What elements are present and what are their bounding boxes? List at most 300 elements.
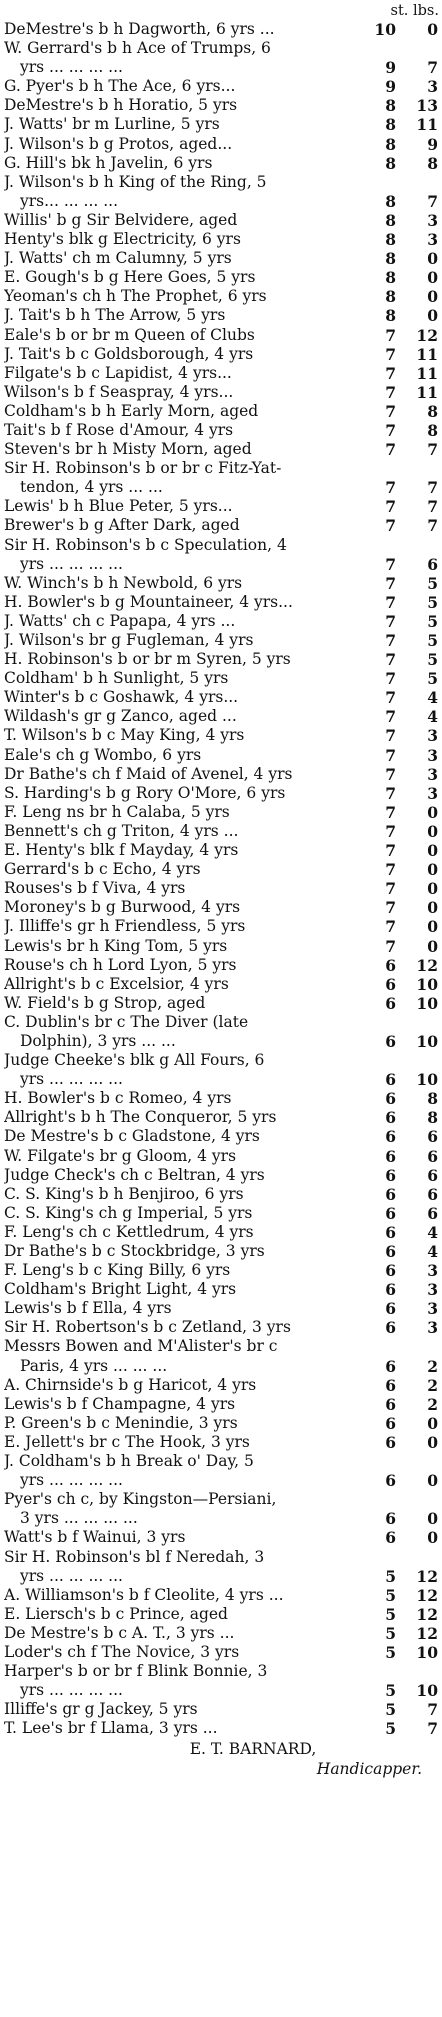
weight-pounds: 6: [427, 1146, 438, 1166]
entry-name: T. Wilson's b c May King, 4 yrs: [4, 726, 245, 745]
weight-stones: 7: [385, 821, 396, 841]
entry-name: Judge Cheeke's blk g All Fours, 6: [4, 1051, 265, 1070]
entry-name: Allright's b h The Conqueror, 5 yrs: [4, 1108, 277, 1127]
entry-name: J. Coldham's b h Break o' Day, 5: [4, 1452, 254, 1471]
weight-pounds: 3: [427, 1318, 438, 1338]
entry-row: [4, 1586, 442, 1605]
entry-name: S. Harding's b g Rory O'More, 6 yrs: [4, 783, 286, 802]
entry-continuation: [4, 1567, 442, 1586]
weight-pounds: 7: [427, 497, 438, 517]
weight-stones: 6: [385, 1528, 396, 1548]
entry-row: [4, 77, 442, 96]
weight-stones: 7: [385, 592, 396, 612]
entry-row: [4, 1147, 442, 1166]
entry-name: Coldham's Bright Light, 4 yrs: [4, 1280, 237, 1299]
weight-pounds: 11: [416, 115, 438, 135]
entry-row: [4, 1280, 442, 1299]
entry-name: Dr Bathe's b c Stockbridge, 3 yrs: [4, 1242, 265, 1260]
weight-pounds: 0: [427, 287, 438, 307]
weight-pounds: 2: [427, 1394, 438, 1414]
entry-row: [4, 536, 442, 555]
entry-row: [4, 688, 442, 707]
weight-pounds: 10: [416, 1031, 438, 1051]
entry-row: [4, 402, 442, 421]
entry-row: [4, 497, 442, 516]
entry-name: Coldham's b h Early Morn, aged: [4, 401, 259, 420]
entry-name: C. S. King's b h Benjiroo, 6 yrs: [4, 1184, 244, 1203]
entry-name: Gerrard's b c Echo, 4 yrs: [4, 860, 201, 879]
entry-row: [4, 1166, 442, 1185]
entry-row: [4, 173, 442, 192]
column-header: [4, 2, 442, 20]
entry-continuation-text: Dolphin), 3 yrs ... ...: [20, 1031, 176, 1050]
entry-row: [4, 135, 442, 154]
weight-pounds: 3: [427, 1261, 438, 1281]
weight-pounds: 10: [416, 1642, 438, 1662]
weight-stones: 7: [385, 841, 396, 861]
weight-stones: 7: [385, 707, 396, 727]
weight-pounds: 3: [427, 210, 438, 230]
weight-pounds: 7: [427, 191, 438, 211]
entry-row: [4, 1719, 442, 1738]
entry-row: [4, 841, 442, 860]
weight-stones: 8: [385, 115, 396, 135]
entry-name: Winter's b c Goshawk, 4 yrs...: [4, 688, 239, 707]
entry-name: Wilson's b f Seaspray, 4 yrs...: [4, 382, 234, 401]
signature-name: E. T. BARNARD,: [189, 1740, 317, 1759]
weight-pounds: 13: [416, 96, 438, 116]
weight-pounds: 3: [427, 745, 438, 765]
entry-row: [4, 1662, 442, 1681]
weight-stones: 7: [385, 936, 396, 956]
entry-row: [4, 1108, 442, 1127]
weight-stones: 7: [385, 611, 396, 631]
weight-pounds: 8: [427, 1108, 438, 1128]
entry-name: Sir H. Robertson's b c Zetland, 3 yrs: [4, 1318, 291, 1337]
weight-stones: 7: [385, 745, 396, 765]
weight-stones: 8: [385, 153, 396, 173]
weight-stones: 7: [385, 669, 396, 689]
entry-continuation-text: yrs ... ... ... ...: [20, 1681, 123, 1700]
entry-row: [4, 765, 442, 784]
weight-pounds: 5: [427, 650, 438, 670]
weight-pounds: 0: [427, 821, 438, 841]
entry-row: [4, 1223, 442, 1242]
entry-row: [4, 726, 442, 745]
entry-name: G. Pyer's b h The Ace, 6 yrs...: [4, 77, 236, 96]
weight-stones: 8: [385, 96, 396, 116]
entry-row: [4, 154, 442, 173]
entry-name: J. Watts' ch c Papapa, 4 yrs ...: [4, 611, 236, 630]
entry-row: [4, 1490, 442, 1509]
entry-row: [4, 994, 442, 1013]
entry-continuation-text: 3 yrs ... ... ... ...: [20, 1509, 138, 1528]
weight-stones: 6: [385, 1146, 396, 1166]
weight-stones: 8: [385, 249, 396, 269]
weight-pounds: 0: [427, 1528, 438, 1548]
entry-row: [4, 937, 442, 956]
weight-stones: 7: [385, 860, 396, 880]
entry-name: Moroney's b g Burwood, 4 yrs: [4, 898, 241, 917]
entry-continuation: [4, 555, 442, 574]
weight-pounds: 12: [416, 1585, 438, 1605]
weight-stones: 7: [385, 802, 396, 822]
weight-pounds: 10: [416, 1070, 438, 1090]
entry-name: Dr Bathe's ch f Maid of Avenel, 4 yrs: [4, 764, 293, 783]
entry-row: [4, 1700, 442, 1719]
weight-stones: 8: [385, 287, 396, 307]
entry-row: [4, 975, 442, 994]
entry-row: [4, 440, 442, 459]
weight-stones: 6: [385, 1394, 396, 1414]
weight-stones: 7: [385, 573, 396, 593]
entry-row: [4, 650, 442, 669]
weight-stones: 5: [385, 1681, 396, 1701]
entry-continuation-text: yrs ... ... ... ...: [20, 1070, 123, 1089]
weight-pounds: 0: [427, 802, 438, 822]
weight-pounds: 7: [427, 440, 438, 460]
weight-pounds: 8: [427, 401, 438, 421]
weight-pounds: 2: [427, 1375, 438, 1395]
weight-pounds: 9: [427, 134, 438, 154]
weight-stones: 7: [385, 478, 396, 498]
entry-name: A. Williamson's b f Cleolite, 4 yrs ...: [4, 1585, 284, 1604]
entry-name: A. Chirnside's b g Haricot, 4 yrs: [4, 1375, 257, 1394]
weight-pounds: 8: [427, 1089, 438, 1109]
entry-row: [4, 1528, 442, 1547]
weight-pounds: 10: [416, 993, 438, 1013]
entry-continuation-text: yrs ... ... ... ...: [20, 554, 123, 573]
weight-stones: 5: [385, 1700, 396, 1720]
entry-name: E. Liersch's b c Prince, aged: [4, 1604, 228, 1623]
weight-stones: 7: [385, 497, 396, 517]
weight-stones: 6: [385, 1184, 396, 1204]
entry-name: Coldham' b h Sunlight, 5 yrs: [4, 669, 229, 688]
entry-row: [4, 364, 442, 383]
entry-name: Judge Check's ch c Beltran, 4 yrs: [4, 1165, 265, 1184]
entry-name: J. Tait's b c Goldsborough, 4 yrs: [4, 344, 254, 363]
weight-pounds: 8: [427, 420, 438, 440]
weight-stones: 6: [385, 1127, 396, 1147]
weight-pounds: 0: [427, 1509, 438, 1529]
entry-continuation: [4, 1032, 442, 1051]
entry-row: [4, 1299, 442, 1318]
entry-continuation: [4, 1509, 442, 1528]
entry-name: W. Gerrard's b h Ace of Trumps, 6: [4, 39, 271, 58]
weight-stones: 8: [385, 210, 396, 230]
entry-row: [4, 1013, 442, 1032]
weight-pounds: 0: [427, 1432, 438, 1452]
entry-name: Rouse's ch h Lord Lyon, 5 yrs: [4, 955, 237, 974]
entry-row: [4, 669, 442, 688]
weight-stones: 6: [385, 1031, 396, 1051]
weight-stones: 7: [385, 879, 396, 899]
weight-pounds: 4: [427, 707, 438, 727]
weight-stones: 6: [385, 1280, 396, 1300]
entry-name: W. Field's b g Strop, aged: [4, 993, 206, 1012]
entry-name: Harper's b or br f Blink Bonnie, 3: [4, 1662, 268, 1681]
entry-name: Henty's blk g Electricity, 6 yrs: [4, 230, 241, 249]
entry-name: W. Winch's b h Newbold, 6 yrs: [4, 573, 243, 592]
entry-row: [4, 956, 442, 975]
entry-name: Sir H. Robinson's b or br c Fitz-Yat-: [4, 459, 282, 478]
entry-row: [4, 459, 442, 478]
weight-pounds: 0: [427, 860, 438, 880]
weight-stones: 5: [385, 1642, 396, 1662]
weight-pounds: 7: [427, 58, 438, 78]
weight-stones: 9: [385, 77, 396, 97]
entry-name: P. Green's b c Menindie, 3 yrs: [4, 1413, 238, 1432]
entry-name: Rouses's b f Viva, 4 yrs: [4, 879, 186, 898]
entry-name: H. Bowler's b c Romeo, 4 yrs: [4, 1089, 232, 1108]
weight-pounds: 12: [416, 1623, 438, 1643]
entry-row: [4, 574, 442, 593]
entry-row: [4, 1376, 442, 1395]
entry-row: [4, 1242, 442, 1261]
entry-name: E. Gough's b g Here Goes, 5 yrs: [4, 268, 256, 287]
entry-name: J. Watts' br m Lurline, 5 yrs: [4, 115, 220, 134]
weight-stones: 7: [385, 325, 396, 345]
weight-stones: 7: [385, 917, 396, 937]
entry-name: W. Filgate's br g Gloom, 4 yrs: [4, 1146, 237, 1165]
entry-name: DeMestre's b h Horatio, 5 yrs: [4, 96, 238, 115]
weight-stones: 6: [385, 1165, 396, 1185]
weight-pounds: 3: [427, 77, 438, 97]
entry-continuation-text: yrs ... ... ... ...: [20, 58, 123, 77]
weight-stones: 7: [385, 382, 396, 402]
weight-pounds: 4: [427, 1222, 438, 1242]
weight-stones: 7: [385, 363, 396, 383]
entry-continuation: [4, 1681, 442, 1700]
entry-continuation: [4, 192, 442, 211]
entry-name: J. Wilson's br g Fugleman, 4 yrs: [4, 631, 254, 649]
weight-stones: 8: [385, 230, 396, 250]
entry-name: H. Robinson's b or br m Syren, 5 yrs: [4, 650, 291, 669]
weight-stones: 6: [385, 1413, 396, 1433]
weight-pounds: 6: [427, 1203, 438, 1223]
entry-continuation: [4, 58, 442, 77]
entry-row: [4, 383, 442, 402]
weight-stones: 6: [385, 1471, 396, 1491]
entry-row: [4, 1185, 442, 1204]
weight-pounds: 7: [427, 1719, 438, 1739]
weight-stones: 6: [385, 1070, 396, 1090]
weight-pounds: 3: [427, 1280, 438, 1300]
entry-row: [4, 268, 442, 287]
entry-name: J. Tait's b h The Arrow, 5 yrs: [4, 306, 226, 325]
weight-pounds: 0: [427, 249, 438, 269]
entry-name: F. Leng's ch c Kettledrum, 4 yrs: [4, 1222, 254, 1241]
weight-pounds: 5: [427, 573, 438, 593]
entry-name: C. Dublin's br c The Diver (late: [4, 1012, 249, 1031]
weight-stones: 8: [385, 191, 396, 211]
entry-name: H. Bowler's b g Mountaineer, 4 yrs...: [4, 592, 293, 611]
weight-pounds: 11: [416, 363, 438, 383]
entry-name: Brewer's b g After Dark, aged: [4, 516, 240, 535]
weight-stones: 7: [385, 764, 396, 784]
entry-row: [4, 287, 442, 306]
weight-stones: 7: [385, 631, 396, 650]
weight-stones: 6: [385, 1356, 396, 1376]
weight-pounds: 3: [427, 1299, 438, 1319]
entry-row: [4, 115, 442, 134]
entry-continuation-text: Paris, 4 yrs ... ... ...: [20, 1356, 168, 1375]
entry-row: [4, 612, 442, 631]
weight-pounds: 0: [427, 898, 438, 918]
weight-pounds: 4: [427, 688, 438, 708]
weight-pounds: 7: [427, 516, 438, 536]
entry-name: Watt's b f Wainui, 3 yrs: [4, 1528, 186, 1547]
weight-stones: 8: [385, 134, 396, 154]
weight-pounds: 5: [427, 669, 438, 689]
entry-name: Yeoman's ch h The Prophet, 6 yrs: [4, 287, 267, 306]
weight-stones: 5: [385, 1585, 396, 1605]
entry-continuation: [4, 1471, 442, 1490]
entry-row: [4, 1051, 442, 1070]
entry-row: [4, 1452, 442, 1471]
weight-stones: 6: [385, 1432, 396, 1452]
weight-pounds: 0: [427, 268, 438, 288]
weight-stones: 5: [385, 1719, 396, 1739]
entry-row: [4, 707, 442, 726]
weight-pounds: 0: [427, 841, 438, 861]
weight-stones: 10: [374, 20, 396, 39]
weight-pounds: 0: [427, 936, 438, 956]
units-label: st. lbs.: [390, 3, 439, 19]
weight-pounds: 6: [427, 1184, 438, 1204]
entry-name: DeMestre's b h Dagworth, 6 yrs ...: [4, 20, 275, 38]
entry-name: Loder's ch f The Novice, 3 yrs: [4, 1642, 240, 1661]
weight-stones: 7: [385, 688, 396, 708]
entry-name: J. Wilson's b h King of the Ring, 5: [4, 172, 267, 191]
weight-stones: 8: [385, 268, 396, 288]
weight-stones: 6: [385, 1089, 396, 1109]
weight-stones: 9: [385, 58, 396, 78]
weight-stones: 6: [385, 1203, 396, 1223]
entry-name: F. Leng ns br h Calaba, 5 yrs: [4, 802, 230, 821]
weight-stones: 6: [385, 1509, 396, 1529]
entry-name: Bennett's ch g Triton, 4 yrs ...: [4, 821, 239, 840]
entry-name: E. Henty's blk f Mayday, 4 yrs: [4, 841, 239, 860]
entry-name: G. Hill's bk h Javelin, 6 yrs: [4, 153, 213, 172]
entry-name: Allright's b c Excelsior, 4 yrs: [4, 974, 229, 993]
entry-name: Tait's b f Rose d'Amour, 4 yrs: [4, 420, 234, 439]
entry-row: [4, 1204, 442, 1223]
entry-row: [4, 1643, 442, 1662]
weight-pounds: 5: [427, 611, 438, 631]
weight-pounds: 11: [416, 344, 438, 364]
weight-pounds: 5: [427, 592, 438, 612]
weight-pounds: 6: [427, 1127, 438, 1147]
weight-pounds: 6: [427, 554, 438, 574]
entry-name: F. Leng's b c King Billy, 6 yrs: [4, 1261, 231, 1280]
weight-stones: 5: [385, 1604, 396, 1624]
weight-stones: 7: [385, 420, 396, 440]
entry-name: Lewis's br h King Tom, 5 yrs: [4, 936, 228, 955]
weight-pounds: 11: [416, 382, 438, 402]
entry-row: [4, 230, 442, 249]
entry-name: Eale's b or br m Queen of Clubs: [4, 325, 255, 344]
entry-continuation-text: yrs ... ... ... ...: [20, 1566, 123, 1585]
entry-name: Eale's ch g Wombo, 6 yrs: [4, 745, 202, 764]
entry-row: [4, 1337, 442, 1356]
weight-pounds: 7: [427, 1700, 438, 1720]
weight-stones: 7: [385, 726, 396, 746]
weight-stones: 7: [385, 898, 396, 918]
weight-pounds: 8: [427, 153, 438, 173]
weight-stones: 8: [385, 306, 396, 326]
weight-stones: 5: [385, 1566, 396, 1586]
entry-row: [4, 516, 442, 535]
weight-stones: 7: [385, 650, 396, 670]
weight-pounds: 0: [427, 20, 438, 39]
entry-row: [4, 211, 442, 230]
weight-stones: 6: [385, 1242, 396, 1261]
entry-row: [4, 898, 442, 917]
weight-stones: 7: [385, 344, 396, 364]
weight-pounds: 2: [427, 1356, 438, 1376]
entry-row: [4, 1318, 442, 1337]
entry-row: [4, 96, 442, 115]
weight-stones: 6: [385, 1318, 396, 1338]
entry-row: [4, 345, 442, 364]
weight-stones: 6: [385, 1108, 396, 1128]
weight-stones: 7: [385, 401, 396, 421]
weight-pounds: 12: [416, 1604, 438, 1624]
weight-pounds: 7: [427, 478, 438, 498]
entry-name: Lewis's b f Ella, 4 yrs: [4, 1299, 172, 1318]
weight-pounds: 10: [416, 974, 438, 994]
entry-name: J. Illiffe's gr h Friendless, 5 yrs: [4, 917, 246, 936]
weight-pounds: 12: [416, 955, 438, 975]
entry-row: [4, 593, 442, 612]
weight-pounds: 12: [416, 325, 438, 345]
entry-row: [4, 860, 442, 879]
signature-title: Handicapper.: [316, 1759, 422, 1778]
weight-pounds: 0: [427, 1413, 438, 1433]
entry-row: [4, 917, 442, 936]
entry-name: Filgate's b c Lapidist, 4 yrs...: [4, 363, 232, 382]
entry-row: [4, 306, 442, 325]
weight-stones: 6: [385, 955, 396, 975]
weight-pounds: 3: [427, 230, 438, 250]
weight-stones: 7: [385, 516, 396, 536]
entry-row: [4, 1548, 442, 1567]
entries-list: [4, 20, 442, 1738]
entry-row: [4, 1624, 442, 1643]
weight-stones: 6: [385, 1299, 396, 1319]
entry-row: [4, 746, 442, 765]
entry-continuation-text: yrs ... ... ... ...: [20, 1471, 123, 1490]
entry-name: Sir H. Robinson's b c Speculation, 4: [4, 535, 287, 554]
entry-name: Wildash's gr g Zanco, aged ...: [4, 707, 237, 726]
entry-row: [4, 1089, 442, 1108]
entry-row: [4, 1605, 442, 1624]
entry-row: [4, 20, 442, 39]
entry-row: [4, 249, 442, 268]
entry-row: [4, 1433, 442, 1452]
entry-name: C. S. King's ch g Imperial, 5 yrs: [4, 1203, 253, 1222]
entry-row: [4, 39, 442, 58]
entry-name: Illiffe's gr g Jackey, 5 yrs: [4, 1700, 198, 1719]
weight-stones: 5: [385, 1623, 396, 1643]
weight-stones: 6: [385, 993, 396, 1013]
weight-stones: 6: [385, 1261, 396, 1281]
entry-row: [4, 784, 442, 803]
weight-pounds: 0: [427, 879, 438, 899]
weight-pounds: 0: [427, 1471, 438, 1491]
entry-name: Pyer's ch c, by Kingston—Persiani,: [4, 1490, 277, 1509]
